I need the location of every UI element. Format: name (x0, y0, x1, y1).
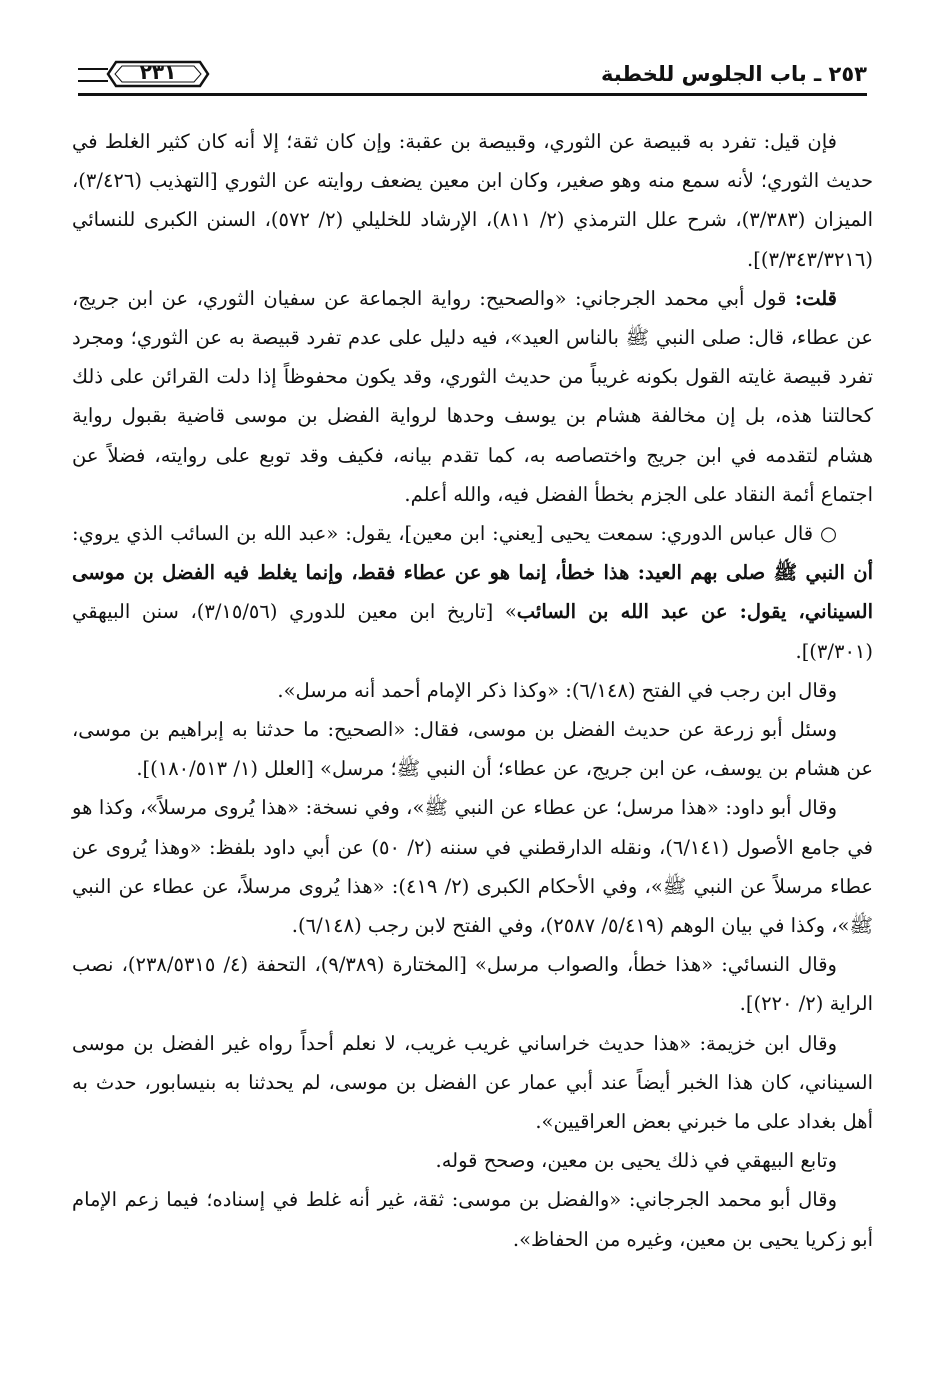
paragraph (72, 1180, 873, 1258)
paragraph-text: وقال أبو داود: «هذا مرسل؛ عن عطاء عن النبي ﷺ»، وفي نسخة: «هذا يُروى مرسلاً»، وكذا هو في جامع الأصول (٦/١٤١)، ونقله الدارقطني في سننه (٢/ ٥٠) عن أبي داود بلفظ: «وهذا يُروى عن عطاء مرسلاً عن النبي ﷺ»، وفي الأحكام الكبرى (٢/ ٤١٩): «هذا يُروى مرسلاً، عن عطاء عن النبي ﷺ»، وكذا في بيان الوهم (٥/٤١٩/ ٢٥٨٧)، وفي الفتح لابن رجب (٦/١٤٨). (72, 796, 873, 938)
paragraph (72, 1024, 873, 1142)
running-title: ٢٥٣ ـ باب الجلوس للخطبة (600, 62, 867, 86)
paragraph-lead: قلت: (794, 286, 837, 310)
paragraph (72, 788, 873, 945)
paragraph-text: قول أبي محمد الجرجاني: «والصحيح: رواية الجماعة عن سفيان الثوري، عن ابن جريج، عن عطاء، قال: صلى النبي ﷺ بالناس العيد»، فيه دليل على عدم تفرد قبيصة به عن الثوري؛ ومجرد تفرد قبيصة غايته القول بكونه غريباً من حديث الثوري، وقد يكون محفوظاً إذا دلت القرائن على ذلك كحالتنا هذه، بل إن مخالفة هشام بن يوسف وحدها لرواية الفضل بن موسى قاضية بقبول رواية هشام لتقدمه في ابن جريج واختصاصه به، كما تقدم بيانه، فكيف وقد توبع على روايته، فضلاً عن اجتماع أئمة النقاد على الجزم بخطأ الفضل فيه، والله أعلم. (72, 286, 873, 506)
paragraph (72, 671, 873, 710)
paragraph-text: ○ قال عباس الدوري: سمعت يحيى [يعني: ابن معين]، يقول: «عبد الله بن السائب الذي يروي: (72, 522, 837, 546)
paragraph-text: وقال ابن رجب في الفتح (٦/١٤٨): «وكذا ذكر الإمام أحمد أنه مرسل». (277, 678, 837, 702)
paragraph-tail: » [تاريخ ابن معين للدوري (٣/١٥/٥٦)، سنن البيهقي (٣/٣٠١)]. (72, 600, 873, 663)
paragraph-bold: أن النبي ﷺ صلى بهم العيد: هذا خطأ، إنما هو عن عطاء فقط، وإنما يغلط فيه الفضل بن موسى السيناني، يقول: عن عبد الله بن السائب (72, 561, 873, 624)
paragraph (72, 1141, 873, 1180)
paragraph-text: وسئل أبو زرعة عن حديث الفضل بن موسى، فقال: «الصحيح: ما حدثنا به إبراهيم بن موسى، عن هشام بن يوسف، عن ابن جريج، عن عطاء؛ أن النبي ﷺ؛ مرسل» [العلل (١/ ١٨٠/٥١٣)]. (72, 718, 873, 781)
paragraph-text: وقال أبو محمد الجرجاني: «والفضل بن موسى: ثقة، غير أنه غلط في إسناده؛ فيما زعم الإمام أبو زكريا يحيى بن معين، وغيره من الحفاظ». (72, 1188, 873, 1251)
paragraph-text: وتابع البيهقي في ذلك يحيى بن معين، وصحح قوله. (435, 1149, 837, 1173)
paragraph-text: وقال ابن خزيمة: «هذا حديث خراساني غريب غريب، لا نعلم أحداً رواه غير الفضل بن موسى السيناني، كان هذا الخبر أيضاً عند أبي عمار عن الفضل بن موسى، لم يحدثنا به بنيسابور، حدث به أهل بغداد على ما خبرني بعض العراقيين». (72, 1031, 873, 1134)
paragraph (72, 279, 873, 514)
page-header (78, 52, 867, 100)
paragraph-text: وقال النسائي: «هذا خطأ، والصواب مرسل» [المختارة (٩/٣٨٩)، التحفة (٤/ ٢٣٨/٥٣١٥)، نصب الراية (٢/ ٢٢٠)]. (72, 953, 873, 1016)
paragraph (72, 945, 873, 1023)
page-number: ٢٣١ (139, 60, 177, 84)
header-rule (78, 93, 867, 96)
paragraph (72, 122, 873, 279)
paragraph-text: فإن قيل: تفرد به قبيصة عن الثوري، وقبيصة بن عقبة: وإن كان ثقة؛ إلا أنه كان كثير الغلط في حديث الثوري؛ لأنه سمع منه وهو صغير، وكان ابن معين يضعف روايته عن الثوري [التهذيب (٣/٤٢٦)، الميزان (٣/٣٨٣)، شرح علل الترمذي (٢/ ٨١١)، الإرشاد للخليلي (٢/ ٥٧٢)، السنن الكبرى للنسائي (٣/٣٤٣/٣٢١٦)]. (72, 130, 873, 271)
double-rule (78, 68, 108, 82)
page-number-badge (106, 58, 210, 90)
paragraph (72, 514, 873, 671)
page-body (72, 122, 873, 1259)
paragraph (72, 710, 873, 788)
